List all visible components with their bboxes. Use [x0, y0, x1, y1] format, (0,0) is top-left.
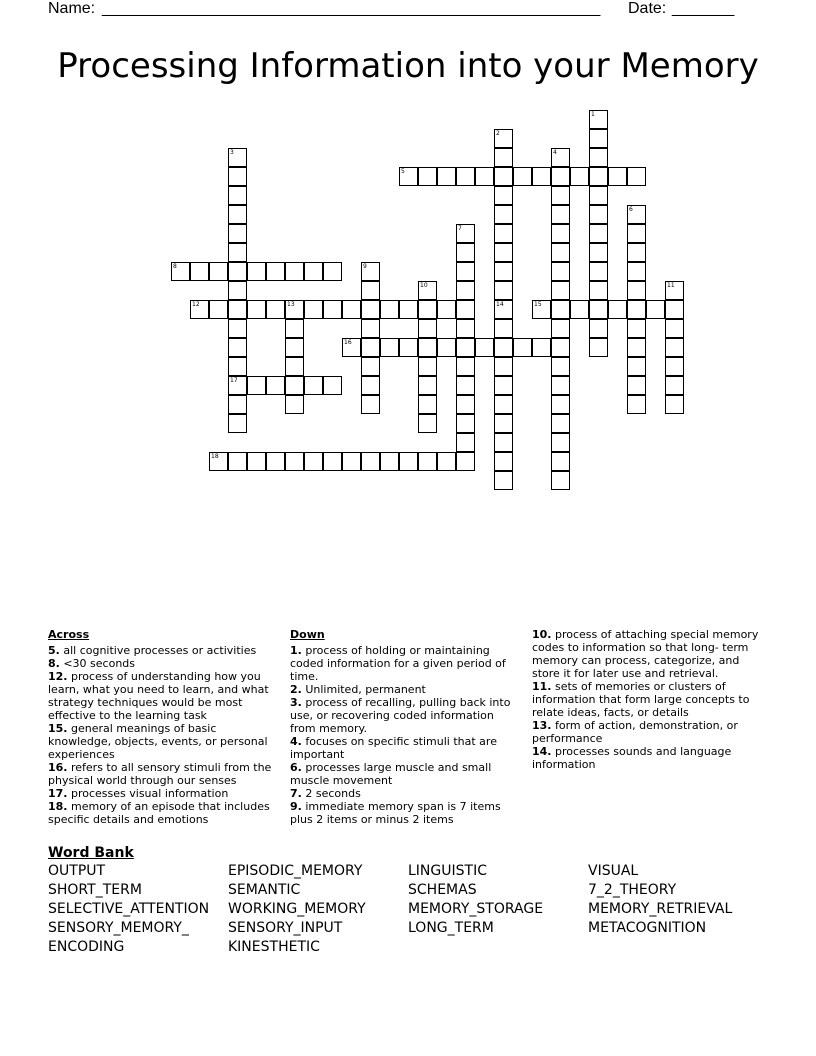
crossword-cell[interactable] [228, 319, 247, 338]
cell-number: 3 [230, 149, 234, 156]
crossword-cell[interactable] [247, 262, 266, 281]
crossword-cell[interactable] [304, 452, 323, 471]
crossword-cell[interactable] [494, 433, 513, 452]
clue-text: processes sounds and language information [532, 745, 732, 771]
crossword-cell[interactable] [551, 414, 570, 433]
down-heading: Down [290, 628, 325, 641]
word-bank-item: WORKING_MEMORY [228, 901, 366, 917]
crossword-cell[interactable] [589, 205, 608, 224]
crossword-cell[interactable] [342, 300, 361, 319]
crossword-cell[interactable] [190, 262, 209, 281]
crossword-cell[interactable] [285, 319, 304, 338]
clue-item [532, 745, 764, 771]
crossword-cell[interactable] [589, 129, 608, 148]
crossword-cell[interactable] [285, 452, 304, 471]
clue-item [48, 644, 280, 657]
clue-item [48, 722, 280, 761]
crossword-cell[interactable] [494, 357, 513, 376]
crossword-cell[interactable] [589, 186, 608, 205]
crossword-cell[interactable] [209, 300, 228, 319]
crossword-cell[interactable] [304, 262, 323, 281]
word-bank-item: SCHEMAS [408, 882, 477, 898]
clue-text: process of attaching special memory codes to information so that long- term memory can process, categorize, and store it for later use and retrieval. [532, 628, 759, 680]
across-heading: Across [48, 628, 90, 641]
crossword-cell[interactable] [494, 395, 513, 414]
crossword-cell[interactable] [456, 243, 475, 262]
clue-text: refers to all sensory stimuli from the physical world through our senses [48, 761, 272, 787]
crossword-cell[interactable] [342, 338, 361, 357]
crossword-cell[interactable] [228, 262, 247, 281]
crossword-cell[interactable] [551, 281, 570, 300]
clue-item [48, 657, 280, 670]
crossword-cell[interactable] [361, 395, 380, 414]
crossword-cell[interactable] [665, 338, 684, 357]
crossword-cell[interactable] [399, 167, 418, 186]
crossword-cell[interactable] [304, 376, 323, 395]
crossword-cell[interactable] [437, 300, 456, 319]
clue-text: process of holding or maintaining coded information for a given period of time. [290, 644, 506, 683]
crossword-cell[interactable] [551, 471, 570, 490]
crossword-cell[interactable] [551, 243, 570, 262]
cell-number: 1 [591, 111, 595, 118]
crossword-cell[interactable] [285, 300, 304, 319]
crossword-cell[interactable] [551, 205, 570, 224]
crossword-cell[interactable] [247, 300, 266, 319]
crossword-cell[interactable] [589, 148, 608, 167]
word-bank-item: VISUAL [588, 863, 639, 879]
crossword-cell[interactable] [228, 300, 247, 319]
crossword-cell[interactable] [589, 243, 608, 262]
clue-number: 14. [532, 745, 552, 758]
crossword-cell[interactable] [475, 338, 494, 357]
crossword-cell[interactable] [399, 300, 418, 319]
crossword-cell[interactable] [551, 186, 570, 205]
crossword-cell[interactable] [532, 338, 551, 357]
word-bank-item: SENSORY_INPUT [228, 920, 343, 936]
clue-item [48, 761, 280, 787]
crossword-cell[interactable] [418, 167, 437, 186]
crossword-cell[interactable] [627, 281, 646, 300]
crossword-cell[interactable] [627, 338, 646, 357]
crossword-cell[interactable] [456, 452, 475, 471]
crossword-cell[interactable] [456, 224, 475, 243]
crossword-cell[interactable] [608, 300, 627, 319]
crossword-cell[interactable] [418, 414, 437, 433]
clue-number: 6. [290, 761, 302, 774]
crossword-cell[interactable] [228, 414, 247, 433]
crossword-cell[interactable] [551, 148, 570, 167]
crossword-cell[interactable] [456, 357, 475, 376]
crossword-cell[interactable] [494, 186, 513, 205]
crossword-cell[interactable] [589, 319, 608, 338]
clue-text: 2 seconds [301, 787, 361, 800]
crossword-cell[interactable] [323, 300, 342, 319]
clue-item [48, 800, 280, 826]
crossword-cell[interactable] [665, 319, 684, 338]
crossword-cell[interactable] [209, 262, 228, 281]
clue-text: Unlimited, permanent [301, 683, 426, 696]
crossword-cell[interactable] [646, 300, 665, 319]
clue-number: 17. [48, 787, 68, 800]
crossword-cell[interactable] [494, 281, 513, 300]
crossword-cell[interactable] [437, 338, 456, 357]
clue-item [290, 761, 522, 787]
clue-text: memory of an episode that includes specific details and emotions [48, 800, 270, 826]
crossword-cell[interactable] [551, 319, 570, 338]
clue-item [290, 787, 522, 800]
crossword-cell[interactable] [570, 167, 589, 186]
word-bank-item: SEMANTIC [228, 882, 301, 898]
down-clues [290, 628, 522, 826]
crossword-cell[interactable] [323, 452, 342, 471]
crossword-cell[interactable] [437, 167, 456, 186]
crossword-cell[interactable] [551, 338, 570, 357]
page-title: Processing Information into your Memory [57, 46, 759, 86]
crossword-cell[interactable] [456, 167, 475, 186]
cell-number: 5 [401, 168, 405, 175]
clue-item [48, 670, 280, 722]
cell-number: 2 [496, 130, 500, 137]
clue-text: immediate memory span is 7 items plus 2 items or minus 2 items [290, 800, 501, 826]
clue-item [290, 735, 522, 761]
crossword-cell[interactable] [627, 319, 646, 338]
crossword-cell[interactable] [456, 262, 475, 281]
word-bank-title: Word Bank [48, 845, 134, 861]
crossword-cell[interactable] [380, 338, 399, 357]
crossword-cell[interactable] [361, 300, 380, 319]
word-bank-item: METACOGNITION [588, 920, 707, 936]
clue-number: 7. [290, 787, 302, 800]
crossword-cell[interactable] [494, 167, 513, 186]
clue-number: 13. [532, 719, 552, 732]
crossword-cell[interactable] [228, 395, 247, 414]
crossword-cell[interactable] [456, 319, 475, 338]
crossword-cell[interactable] [627, 205, 646, 224]
crossword-cell[interactable] [304, 300, 323, 319]
crossword-cell[interactable] [361, 452, 380, 471]
word-bank-item: MEMORY_RETRIEVAL [588, 901, 733, 917]
crossword-cell[interactable] [228, 205, 247, 224]
crossword-cell[interactable] [665, 395, 684, 414]
crossword-cell[interactable] [247, 452, 266, 471]
name-blank[interactable]: ________________________________________________________ [102, 0, 601, 17]
crossword-cell[interactable] [551, 376, 570, 395]
clue-number: 18. [48, 800, 68, 813]
crossword-cell[interactable] [228, 148, 247, 167]
date-blank[interactable]: _______ [672, 0, 735, 17]
crossword-cell[interactable] [380, 452, 399, 471]
crossword-cell[interactable] [209, 452, 228, 471]
crossword-cell[interactable] [228, 167, 247, 186]
crossword-cell[interactable] [361, 357, 380, 376]
crossword-cell[interactable] [228, 338, 247, 357]
clue-number: 1. [290, 644, 302, 657]
crossword-cell[interactable] [228, 224, 247, 243]
crossword-cell[interactable] [589, 110, 608, 129]
crossword-cell[interactable] [285, 395, 304, 414]
word-bank-item: SHORT_TERM [48, 882, 142, 898]
crossword-cell[interactable] [171, 262, 190, 281]
clue-text: process of recalling, pulling back into use, or recovering coded information from memory. [290, 696, 511, 735]
word-bank-item: MEMORY_STORAGE [408, 901, 544, 917]
crossword-cell[interactable] [418, 300, 437, 319]
crossword-cell[interactable] [513, 338, 532, 357]
word-bank-item: LINGUISTIC [408, 863, 487, 879]
clue-item [532, 719, 764, 745]
clue-item [290, 696, 522, 735]
cell-number: 17 [230, 377, 238, 384]
word-bank-item: KINESTHETIC [228, 939, 320, 955]
crossword-cell[interactable] [665, 300, 684, 319]
cell-number: 6 [629, 206, 633, 213]
cell-number: 18 [211, 453, 219, 460]
crossword-cell[interactable] [361, 376, 380, 395]
cell-number: 13 [287, 301, 295, 308]
clue-text: general meanings of basic knowledge, objects, events, or personal experiences [48, 722, 268, 761]
clue-number: 8. [48, 657, 60, 670]
crossword-cell[interactable] [285, 262, 304, 281]
clue-number: 11. [532, 680, 552, 693]
clue-number: 16. [48, 761, 68, 774]
crossword-cell[interactable] [418, 338, 437, 357]
crossword-cell[interactable] [266, 452, 285, 471]
crossword-cell[interactable] [494, 338, 513, 357]
crossword-cell[interactable] [589, 167, 608, 186]
crossword-cell[interactable] [418, 281, 437, 300]
cell-number: 11 [667, 282, 675, 289]
clue-text: processes large muscle and small muscle movement [290, 761, 492, 787]
cell-number: 15 [534, 301, 542, 308]
crossword-cell[interactable] [513, 167, 532, 186]
crossword-cell[interactable] [665, 376, 684, 395]
crossword-cell[interactable] [418, 376, 437, 395]
crossword-cell[interactable] [627, 376, 646, 395]
word-bank-item: EPISODIC_MEMORY [228, 863, 363, 879]
cell-number: 12 [192, 301, 200, 308]
crossword-cell[interactable] [361, 281, 380, 300]
crossword-cell[interactable] [551, 262, 570, 281]
crossword-cell[interactable] [494, 319, 513, 338]
crossword-cell[interactable] [627, 300, 646, 319]
crossword-cell[interactable] [361, 338, 380, 357]
cell-number: 9 [363, 263, 367, 270]
clue-number: 3. [290, 696, 302, 709]
crossword-cell[interactable] [228, 281, 247, 300]
date-label: Date: [628, 0, 667, 17]
crossword-cell[interactable] [456, 281, 475, 300]
crossword-cell[interactable] [247, 376, 266, 395]
word-bank-item: SENSORY_MEMORY_ [48, 920, 189, 936]
word-bank-item: SELECTIVE_ATTENTION [48, 901, 210, 917]
clue-number: 4. [290, 735, 302, 748]
clue-text: all cognitive processes or activities [59, 644, 257, 657]
word-bank-item: 7_2_THEORY [588, 882, 677, 898]
crossword-cell[interactable] [494, 452, 513, 471]
crossword-cell[interactable] [475, 167, 494, 186]
crossword-cell[interactable] [551, 224, 570, 243]
crossword-cell[interactable] [589, 300, 608, 319]
crossword-cell[interactable] [627, 357, 646, 376]
crossword-cell[interactable] [494, 262, 513, 281]
cell-number: 16 [344, 339, 352, 346]
crossword-cell[interactable] [551, 395, 570, 414]
clue-text: process of understanding how you learn, what you need to learn, and what strategy techniques would be most effective to the learning task [48, 670, 269, 722]
cell-number: 8 [173, 263, 177, 270]
clue-text: processes visual information [67, 787, 229, 800]
clue-number: 2. [290, 683, 302, 696]
clue-item [532, 680, 764, 719]
name-label: Name: [48, 0, 96, 17]
crossword-cell[interactable] [456, 395, 475, 414]
crossword-cell[interactable] [418, 452, 437, 471]
crossword-cell[interactable] [266, 376, 285, 395]
crossword-cell[interactable] [532, 167, 551, 186]
crossword-cell[interactable] [494, 471, 513, 490]
crossword-cell[interactable] [456, 338, 475, 357]
crossword-cell[interactable] [285, 376, 304, 395]
crossword-cell[interactable] [627, 395, 646, 414]
clue-text: focuses on specific stimuli that are important [290, 735, 497, 761]
crossword-cell[interactable] [570, 300, 589, 319]
crossword-cell[interactable] [532, 300, 551, 319]
crossword-cell[interactable] [456, 414, 475, 433]
crossword-cell[interactable] [228, 452, 247, 471]
crossword-cell[interactable] [190, 300, 209, 319]
crossword-cell[interactable] [627, 243, 646, 262]
crossword-cell[interactable] [551, 452, 570, 471]
clue-number: 9. [290, 800, 302, 813]
crossword-cell[interactable] [494, 414, 513, 433]
crossword-cell[interactable] [665, 281, 684, 300]
cell-number: 14 [496, 301, 504, 308]
clue-item [290, 644, 522, 683]
crossword-cell[interactable] [228, 376, 247, 395]
crossword-cell[interactable] [361, 319, 380, 338]
crossword-cell[interactable] [342, 452, 361, 471]
clue-number: 10. [532, 628, 552, 641]
clue-text: sets of memories or clusters of information that form large concepts to relate ideas, facts, or details [532, 680, 750, 719]
crossword-cell[interactable] [418, 319, 437, 338]
crossword-cell[interactable] [551, 300, 570, 319]
crossword-cell[interactable] [323, 262, 342, 281]
cell-number: 4 [553, 149, 557, 156]
down-clues-continued [532, 628, 764, 771]
crossword-cell[interactable] [589, 224, 608, 243]
clue-item [532, 628, 764, 680]
clue-item [290, 683, 522, 696]
crossword-cell[interactable] [665, 357, 684, 376]
crossword-cell[interactable] [228, 243, 247, 262]
crossword-cell[interactable] [627, 167, 646, 186]
crossword-cell[interactable] [399, 338, 418, 357]
crossword-cell[interactable] [494, 148, 513, 167]
crossword-cell[interactable] [494, 205, 513, 224]
across-clues [48, 628, 280, 826]
clue-number: 15. [48, 722, 68, 735]
crossword-cell[interactable] [437, 452, 456, 471]
crossword-cell[interactable] [551, 167, 570, 186]
crossword-grid [0, 0, 816, 520]
crossword-cell[interactable] [494, 243, 513, 262]
crossword-cell[interactable] [399, 452, 418, 471]
clue-number: 12. [48, 670, 68, 683]
crossword-cell[interactable] [361, 262, 380, 281]
crossword-cell[interactable] [627, 262, 646, 281]
crossword-cell[interactable] [589, 281, 608, 300]
crossword-cell[interactable] [551, 433, 570, 452]
word-bank-item: OUTPUT [48, 863, 106, 879]
cell-number: 10 [420, 282, 428, 289]
crossword-cell[interactable] [228, 357, 247, 376]
crossword-cell[interactable] [494, 129, 513, 148]
crossword-cell[interactable] [456, 433, 475, 452]
crossword-cell[interactable] [494, 376, 513, 395]
word-bank-item: LONG_TERM [408, 920, 494, 936]
clue-number: 5. [48, 644, 60, 657]
crossword-cell[interactable] [589, 262, 608, 281]
clue-item [48, 787, 280, 800]
crossword-cell[interactable] [608, 167, 627, 186]
crossword-cell[interactable] [494, 300, 513, 319]
clue-item [290, 800, 522, 826]
clue-text: form of action, demonstration, or performance [532, 719, 738, 745]
crossword-cell[interactable] [228, 186, 247, 205]
crossword-cell[interactable] [285, 357, 304, 376]
crossword-cell[interactable] [380, 300, 399, 319]
crossword-cell[interactable] [266, 300, 285, 319]
crossword-cell[interactable] [456, 376, 475, 395]
word-bank-item: ENCODING [48, 939, 125, 955]
crossword-cell[interactable] [627, 224, 646, 243]
crossword-cell[interactable] [551, 357, 570, 376]
crossword-cell[interactable] [266, 262, 285, 281]
crossword-cell[interactable] [456, 300, 475, 319]
clue-text: <30 seconds [59, 657, 136, 670]
cell-number: 7 [458, 225, 462, 232]
crossword-cell[interactable] [418, 357, 437, 376]
crossword-cell[interactable] [285, 338, 304, 357]
crossword-cell[interactable] [418, 395, 437, 414]
crossword-cell[interactable] [589, 338, 608, 357]
crossword-cell[interactable] [323, 376, 342, 395]
crossword-cell[interactable] [494, 224, 513, 243]
